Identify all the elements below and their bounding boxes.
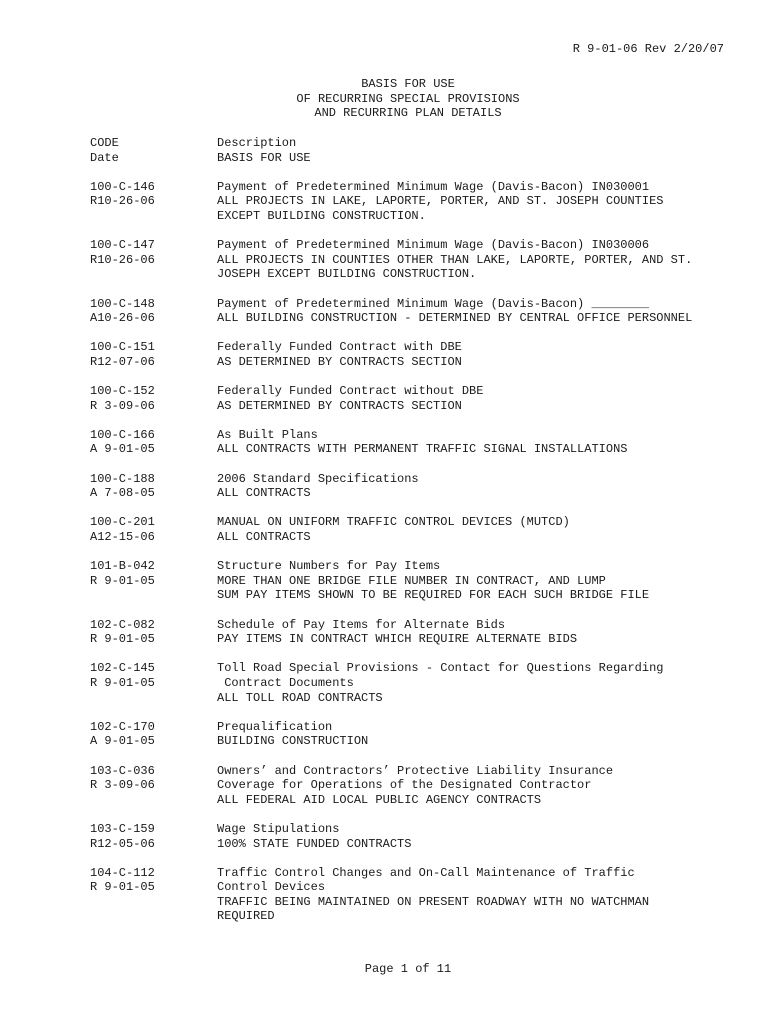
entry-basis-line: Contract Documents	[217, 675, 354, 690]
entry-description	[217, 297, 750, 326]
entry-code: 102-C-170	[90, 719, 155, 734]
provision-entry	[90, 822, 750, 851]
provision-entry	[90, 866, 750, 924]
entry-basis-line: ALL PROJECTS IN COUNTIES OTHER THAN LAKE, LAPORTE, PORTER, AND ST.	[217, 252, 693, 267]
entry-basis-line: REQUIRED	[217, 909, 275, 924]
entry-title: Traffic Control Changes and On-Call Maintenance of Traffic	[217, 865, 635, 880]
entry-date: R12-05-06	[90, 836, 155, 851]
provision-entry	[90, 618, 750, 647]
entry-title: 2006 Standard Specifications	[217, 471, 419, 486]
description-header	[217, 136, 750, 165]
entry-basis-line: 100% STATE FUNDED CONTRACTS	[217, 836, 412, 851]
entry-basis-line: AS DETERMINED BY CONTRACTS SECTION	[217, 398, 462, 413]
entry-title: Payment of Predetermined Minimum Wage (Davis-Bacon) ________	[217, 296, 650, 311]
provision-entry	[90, 515, 750, 544]
document-title	[0, 77, 770, 121]
entry-date: R12-07-06	[90, 354, 155, 369]
entry-title: MANUAL ON UNIFORM TRAFFIC CONTROL DEVICES (MUTCD)	[217, 515, 570, 530]
entry-description	[217, 661, 750, 705]
entry-code: 100-C-151	[90, 340, 155, 355]
provision-entry	[90, 297, 750, 326]
entry-description	[217, 822, 750, 851]
entry-description	[217, 720, 750, 749]
basis-header-label: BASIS FOR USE	[217, 150, 311, 165]
entry-basis-line: EXCEPT BUILDING CONSTRUCTION.	[217, 208, 426, 223]
entry-basis-line: ALL BUILDING CONSTRUCTION - DETERMINED BY CENTRAL OFFICE PERSONNEL	[217, 311, 693, 326]
entry-title: Owners’ and Contractors’ Protective Liability Insurance	[217, 763, 614, 778]
provisions-table	[90, 136, 750, 939]
entry-code-date	[90, 764, 217, 808]
entry-title: Schedule of Pay Items for Alternate Bids	[217, 617, 506, 632]
entry-description	[217, 428, 750, 457]
entry-date: R 9-01-05	[90, 632, 155, 647]
entry-code-date	[90, 866, 217, 924]
entry-code: 100-C-147	[90, 238, 155, 253]
entry-title: Federally Funded Contract with DBE	[217, 340, 462, 355]
entry-code-date	[90, 428, 217, 457]
entry-basis-line: Control Devices	[217, 880, 326, 895]
entry-code-date	[90, 559, 217, 603]
entry-code: 100-C-166	[90, 427, 155, 442]
entry-code: 103-C-159	[90, 821, 155, 836]
provision-entry	[90, 661, 750, 705]
entry-code: 104-C-112	[90, 865, 155, 880]
entry-title: Toll Road Special Provisions - Contact for Questions Regarding	[217, 661, 664, 676]
provision-entry	[90, 720, 750, 749]
entry-date: R10-26-06	[90, 194, 155, 209]
provision-entry	[90, 472, 750, 501]
entry-code: 101-B-042	[90, 559, 155, 574]
entry-code-date	[90, 238, 217, 282]
entry-basis-line: ALL CONTRACTS	[217, 486, 311, 501]
entry-description	[217, 866, 750, 924]
column-header-row	[90, 136, 750, 165]
entry-title: Payment of Predetermined Minimum Wage (Davis-Bacon) IN030006	[217, 238, 650, 253]
entry-description	[217, 384, 750, 413]
entry-basis-line: MORE THAN ONE BRIDGE FILE NUMBER IN CONTRACT, AND LUMP	[217, 573, 606, 588]
entry-description	[217, 238, 750, 282]
entry-description	[217, 559, 750, 603]
revision-label: R 9-01-06 Rev 2/20/07	[572, 42, 724, 56]
entry-title: Wage Stipulations	[217, 821, 340, 836]
entry-title: Federally Funded Contract without DBE	[217, 384, 484, 399]
entry-description	[217, 180, 750, 224]
entry-basis-line: TRAFFIC BEING MAINTAINED ON PRESENT ROADWAY WITH NO WATCHMAN	[217, 894, 650, 909]
provision-entry	[90, 559, 750, 603]
entry-code-date	[90, 822, 217, 851]
date-header: Date	[90, 150, 119, 165]
entry-code-date	[90, 340, 217, 369]
entry-title: Payment of Predetermined Minimum Wage (Davis-Bacon) IN030001	[217, 179, 650, 194]
title-line-3: AND RECURRING PLAN DETAILS	[314, 106, 502, 121]
entry-basis-line: ALL FEDERAL AID LOCAL PUBLIC AGENCY CONTRACTS	[217, 792, 542, 807]
entry-basis-line: BUILDING CONSTRUCTION	[217, 734, 369, 749]
entry-date: A12-15-06	[90, 530, 155, 545]
entry-code: 100-C-148	[90, 296, 155, 311]
entry-code: 100-C-152	[90, 384, 155, 399]
entry-basis-line: Coverage for Operations of the Designated Contractor	[217, 778, 592, 793]
provision-entry	[90, 340, 750, 369]
provision-entry	[90, 384, 750, 413]
entry-code-date	[90, 515, 217, 544]
entry-code-date	[90, 297, 217, 326]
entry-code: 103-C-036	[90, 763, 155, 778]
entry-date: A 7-08-05	[90, 486, 155, 501]
entry-date: R10-26-06	[90, 252, 155, 267]
entry-basis-line: SUM PAY ITEMS SHOWN TO BE REQUIRED FOR EACH SUCH BRIDGE FILE	[217, 588, 650, 603]
provision-entry	[90, 238, 750, 282]
entry-basis-line: PAY ITEMS IN CONTRACT WHICH REQUIRE ALTERNATE BIDS	[217, 632, 578, 647]
entry-description	[217, 764, 750, 808]
entry-description	[217, 515, 750, 544]
entry-date: R 3-09-06	[90, 398, 155, 413]
entry-code: 100-C-146	[90, 179, 155, 194]
entry-date: A 9-01-05	[90, 734, 155, 749]
provision-entry	[90, 180, 750, 224]
entry-code: 100-C-201	[90, 515, 155, 530]
entry-code-date	[90, 180, 217, 224]
entry-basis-line: ALL CONTRACTS	[217, 530, 311, 545]
title-line-1: BASIS FOR USE	[361, 77, 455, 91]
code-header: CODE	[90, 136, 119, 150]
description-header-label: Description	[217, 136, 297, 150]
entry-code: 100-C-188	[90, 471, 155, 486]
entry-code: 102-C-145	[90, 661, 155, 676]
entry-basis-line: JOSEPH EXCEPT BUILDING CONSTRUCTION.	[217, 267, 477, 282]
entry-date: A 9-01-05	[90, 442, 155, 457]
entry-date: R 9-01-05	[90, 573, 155, 588]
entry-code-date	[90, 618, 217, 647]
entry-date: R 3-09-06	[90, 778, 155, 793]
entry-title: Prequalification	[217, 719, 333, 734]
entry-basis-line: ALL CONTRACTS WITH PERMANENT TRAFFIC SIGNAL INSTALLATIONS	[217, 442, 628, 457]
entry-date: R 9-01-05	[90, 675, 155, 690]
entry-title: As Built Plans	[217, 427, 318, 442]
entry-basis-line: AS DETERMINED BY CONTRACTS SECTION	[217, 354, 462, 369]
entry-basis-line: ALL TOLL ROAD CONTRACTS	[217, 690, 383, 705]
entry-code-date	[90, 661, 217, 705]
entries-list	[90, 180, 750, 924]
code-date-header	[90, 136, 217, 165]
provision-entry	[90, 764, 750, 808]
entry-code-date	[90, 720, 217, 749]
entry-date: R 9-01-05	[90, 880, 155, 895]
entry-description	[217, 472, 750, 501]
entry-code: 102-C-082	[90, 617, 155, 632]
entry-description	[217, 618, 750, 647]
page-number: Page 1 of 11	[364, 962, 452, 976]
entry-date: A10-26-06	[90, 311, 155, 326]
entry-code-date	[90, 472, 217, 501]
entry-title: Structure Numbers for Pay Items	[217, 559, 441, 574]
provision-entry	[90, 428, 750, 457]
entry-description	[217, 340, 750, 369]
entry-code-date	[90, 384, 217, 413]
title-line-2: OF RECURRING SPECIAL PROVISIONS	[296, 91, 520, 106]
entry-basis-line: ALL PROJECTS IN LAKE, LAPORTE, PORTER, AND ST. JOSEPH COUNTIES	[217, 194, 664, 209]
